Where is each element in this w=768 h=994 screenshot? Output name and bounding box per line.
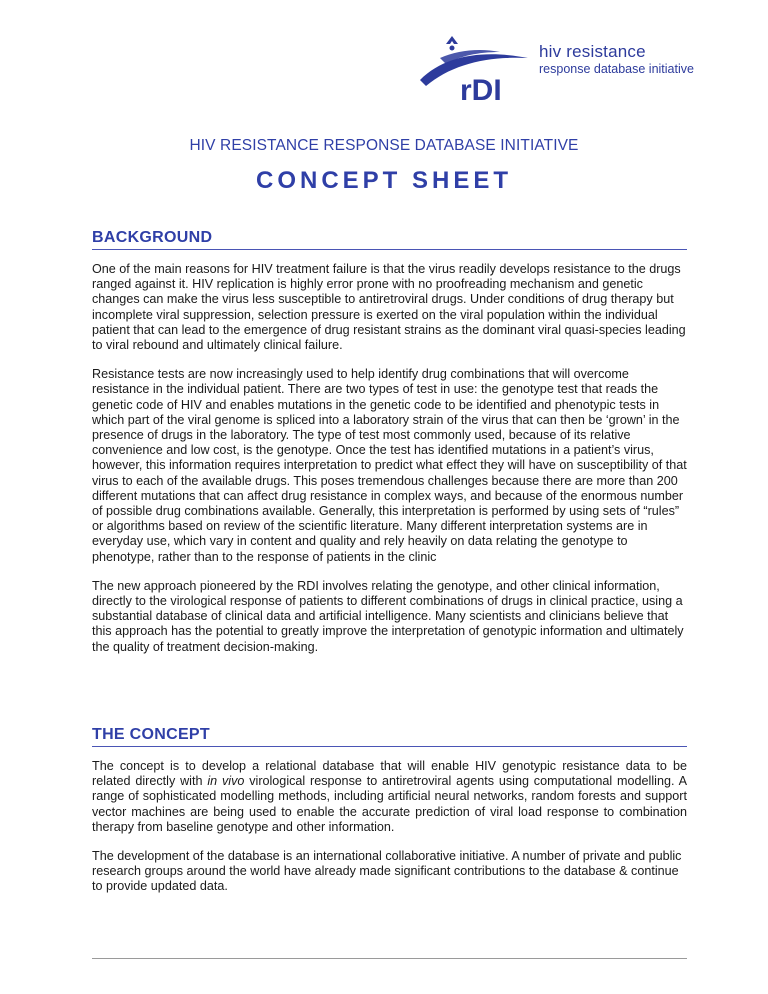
rdi-logo (416, 36, 696, 106)
initiative-title: HIV RESISTANCE RESPONSE DATABASE INITIATIVE (189, 137, 579, 154)
logo-line-2: response database initiative (539, 62, 694, 76)
background-section (92, 229, 687, 655)
concept-sheet-title: CONCEPT SHEET (255, 167, 513, 194)
background-paragraph-1: One of the main reasons for HIV treatment failure is that the virus readily develops resistance to the drugs ranged against it. HIV replication is highly error prone with no proofreading mechanism and genetic changes can make the virus less susceptible to antiretroviral drugs. Under conditions of drug therapy but incomplete viral suppression, selection pressure is exerted on the viral population within the individual patient that can lead to the emergence of drug resistant strains as the dominant viral quasi-species leading to viral rebound and ultimately clinical failure. (92, 262, 686, 353)
concept-paragraph-1: The concept is to develop a relational database that will enable HIV genotypic resistance data to be related directly with in vivo virological response to antiretroviral agents using computational modelling. A range of sophisticated modelling methods, including artificial neural networks, random forests and support vector machines are being used to enable the accurate prediction of viral load response to combination therapy from baseline genotype and other information. (92, 759, 687, 834)
logo-line-1: hiv resistance (539, 42, 646, 61)
footer-divider (92, 958, 687, 959)
concept-paragraph-2: The development of the database is an international collaborative initiative. A number of private and public research groups around the world have already made significant contributions to the database & continue to provide updated data. (92, 849, 682, 894)
background-heading: BACKGROUND (92, 229, 687, 250)
in-vivo-text: in vivo (207, 774, 245, 789)
concept-heading: THE CONCEPT (92, 726, 687, 747)
rdi-logo-mark (416, 36, 536, 106)
logo-mark-text: rDI (460, 74, 502, 106)
background-paragraph-2: Resistance tests are now increasingly used to help identify drug combinations that will overcome resistance in the individual patient. There are two types of test in use: the genotype test that reads the genetic code of HIV and enables mutations in the genetic code to be identified and phenotypic tests in which part of the viral genome is spliced into a laboratory strain of the virus that can then be ‘grown’ in the presence of drugs in the laboratory. The type of test most commonly used, because of its relative convenience and low cost, is the genotype. Once the test has identified mutations in a patient’s virus, however, this information requires interpretation to predict what effect they will have on susceptibility of that virus to each of the available drugs. This poses tremendous challenges because there are more than 200 different mutations that can affect drug resistance in complex ways, and because of the enormous number of possible drug combinations available. Generally, this interpretation is performed by using sets of “rules” or algorithms based on review of the scientific literature. Many different interpretation systems are in everyday use, which vary in content and quality and rely heavily on data relating the genotype to phenotype, rather than to the response of patients in the clinic (92, 367, 687, 564)
background-paragraph-3: The new approach pioneered by the RDI involves relating the genotype, and other clinical information, directly to the virological response of patients to different combinations of drugs in clinical practice, using a substantial database of clinical data and artificial intelligence. Many scientists and clinicians believe that this approach has the potential to greatly improve the interpretation of genotypic information and ultimately the quality of treatment decision-making. (92, 578, 684, 654)
concept-section (92, 726, 687, 895)
